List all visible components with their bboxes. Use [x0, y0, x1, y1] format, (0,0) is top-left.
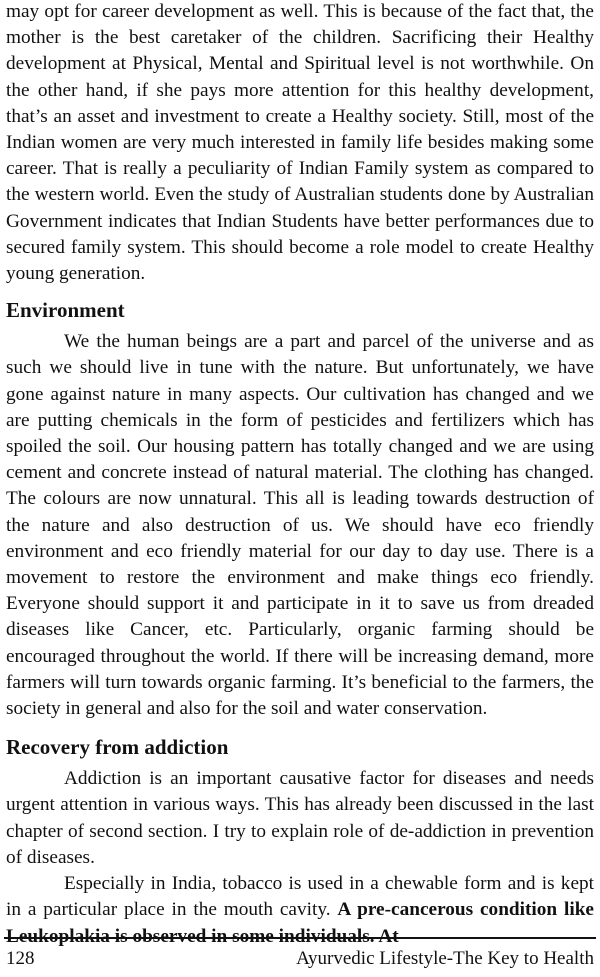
leukoplakia-bold-text: A pre-cancerous condition like Leukoplakia is observed in some individuals. At — [6, 899, 594, 947]
footer-rule — [4, 937, 596, 939]
page-footer — [6, 944, 594, 974]
running-title: Ayurvedic Lifestyle-The Key to Health — [296, 948, 594, 969]
tobacco-text: Especially in India, tobacco is used in a chewable form and is kept in a particular place in the mouth cavity. — [6, 873, 594, 921]
section-heading-environment: Environment — [6, 298, 125, 323]
paragraph-addiction: Addiction is an important causative factor for diseases and needs urgent attention in various ways. This has already been discussed in the last chapter of second section. I try to explain role of de-addiction in prevention of diseases. — [6, 768, 594, 868]
paragraph-environment: We the human beings are a part and parcel of the universe and as such we should live in tune with the nature. But unfortunately, we have gone against nature in many aspects. Our cultivation has changed and we are putting chemicals in the form of pesticides and fertilizers which has spoiled the soil. Our housing pattern has totally changed and we are using cement and concrete instead of natural material. The clothing has changed. The colours are now unnatural. This all is leading towards destruction of the nature and also destruction of us. We should have eco friendly environment and eco friendly material for our day to day use. There is a movement to restore the environment and make things eco friendly. Everyone should support it and participate in it to save us from dreaded diseases like Cancer, etc. Particularly, organic farming should be encouraged throughout the world. If there will be increasing demand, more farmers will turn towards organic farming. It’s beneficial to the farmers, the society in general and also for the soil and water conservation. — [6, 331, 594, 720]
paragraph-intro: may opt for career development as well. This is because of the fact that, the mother is the best caretaker of the children. Sacrificing their Healthy development at Physical, Mental and Spiritual level is not worthwhile. On the other hand, if she pays more attention for this healthy development, that’s an asset and investment to create a Healthy society. Still, most of the Indian women are very much interested in family life besides making some career. That is really a peculiarity of Indian Family system as compared to the western world. Even the study of Australian students done by Australian Government indicates that Indian Students have better performances due to secured family system. This should become a role model to create Healthy young generation. — [6, 1, 594, 285]
page-body — [6, 0, 594, 950]
page-number: 128 — [6, 948, 35, 969]
section-heading-recovery: Recovery from addiction — [6, 735, 229, 760]
